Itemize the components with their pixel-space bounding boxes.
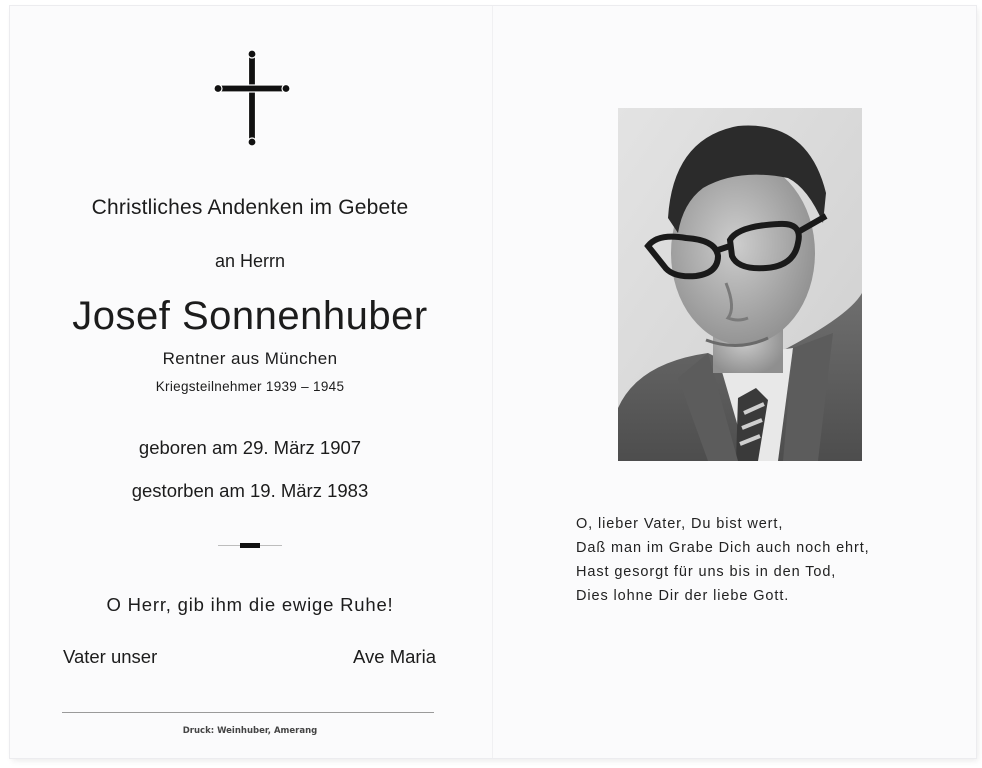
divider-thick-bar (240, 543, 260, 548)
portrait-photo (618, 108, 862, 461)
verse-line: Hast gesorgt für uns bis in den Tod, (576, 564, 837, 580)
memorial-heading: Christliches Andenken im Gebete (91, 196, 409, 219)
verse-line: Dies lohne Dir der liebe Gott. (576, 588, 790, 604)
deceased-name: Josef Sonnenhuber (72, 294, 428, 338)
death-date: gestorben am 19. März 1983 (131, 480, 369, 501)
military-service: Kriegsteilnehmer 1939 – 1945 (155, 379, 345, 394)
prayer-line: O Herr, gib ihm die ewige Ruhe! (106, 594, 394, 615)
printer-imprint: Druck: Weinhuber, Amerang (182, 726, 318, 736)
prayer-ave-maria: Ave Maria (353, 646, 436, 667)
salutation: an Herrn (214, 251, 286, 271)
birth-date: geboren am 29. März 1907 (138, 437, 362, 458)
verse-line: O, lieber Vater, Du bist wert, (576, 516, 784, 532)
occupation: Rentner aus München (162, 349, 338, 368)
right-panel (492, 0, 982, 768)
ornamental-divider (218, 543, 282, 548)
prayer-vater-unser: Vater unser (63, 646, 158, 667)
footer-rule (62, 712, 434, 713)
memorial-verse (576, 512, 926, 608)
cross-icon (211, 46, 293, 150)
verse-line: Daß man im Grabe Dich auch noch ehrt, (576, 540, 870, 556)
